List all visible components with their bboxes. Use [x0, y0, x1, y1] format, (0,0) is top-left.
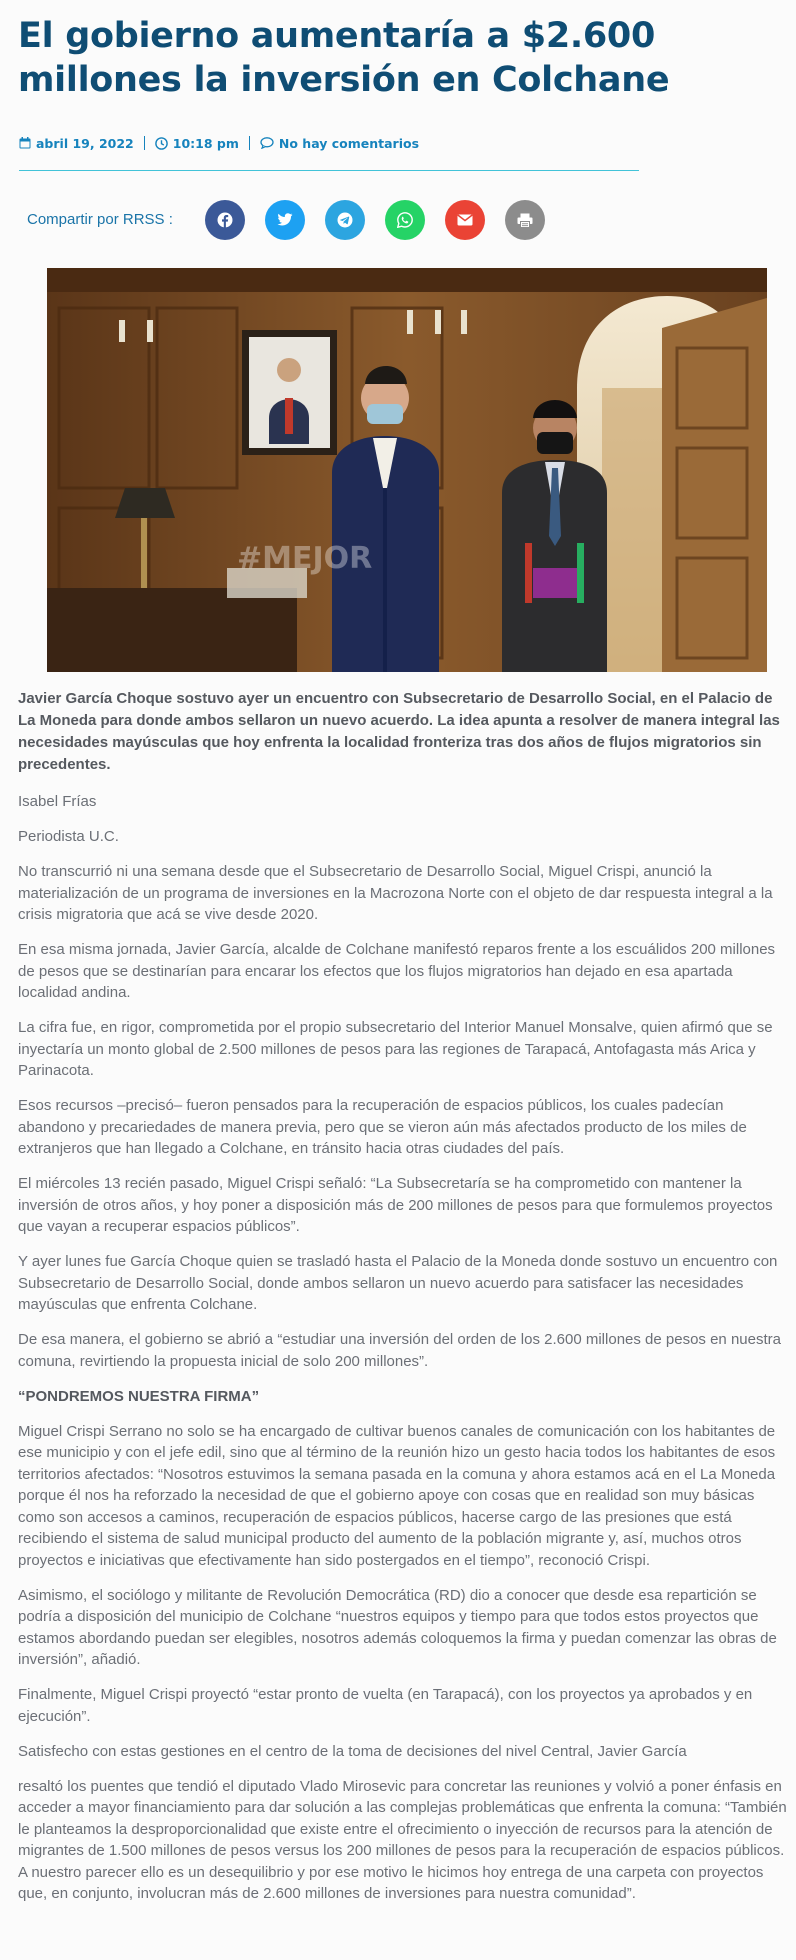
meta-separator — [249, 136, 250, 150]
facebook-icon — [217, 212, 233, 228]
article-paragraph: resaltó los puentes que tendió el diputado Vlado Mirosevic para concretar las reuniones y volvió a poner énfasis en acceder a mayor financiamiento para dar solución a las complejas problemáticas que enfrenta la comuna: “También le planteamos la desproporcionalidad que existe entre el ofrecimiento o inyección de recursos para la atención de migrantes de 1.500 millones de pesos versus los 200 millones de pesos para la recuperación de espacios públicos. A nuestro parecer ello es un desequilibrio y por ese motivo le hicimos hoy entrega de una carpeta con proyectos que, en conjunto, involucran más de 2.600 millones de inversiones para nuestra comunidad”. — [18, 1777, 787, 1902]
meta-separator — [144, 136, 145, 150]
share-telegram-button[interactable] — [325, 200, 365, 240]
article-paragraph: No transcurrió ni una semana desde que el Subsecretario de Desarrollo Social, Miguel Crispi, anunció la materialización de un programa de inversiones en la Macrozona Norte con el objeto de dar respuesta integral a la crisis migratoria que acá se vive desde 2020. — [18, 863, 773, 923]
article-paragraph: Asimismo, el sociólogo y militante de Revolución Democrática (RD) dio a conocer que desde esa repartición se podría a disposición del municipio de Colchane “nuestros equipos y tiempo para que todos estos proyectos que estamos abordando puedan ser elegibles, nosotros además coloquemos la firma y puedan comenzar las obras de inversión”, añadió. — [18, 1586, 777, 1668]
twitter-icon — [277, 213, 293, 227]
share-twitter-button[interactable] — [265, 200, 305, 240]
post-date-text: abril 19, 2022 — [36, 135, 134, 151]
post-time — [155, 136, 239, 151]
print-icon — [517, 213, 533, 228]
clock-icon — [155, 137, 168, 150]
article-paragraph: Satisfecho con estas gestiones en el centro de la toma de decisiones del nivel Central, Javier García — [18, 1742, 687, 1760]
article-paragraph: Miguel Crispi Serrano no solo se ha encargado de cultivar buenos canales de comunicación con los habitantes de ese municipio y con el jefe edil, sino que al término de la reunión hizo un gesto hacia todos los habitantes de esos territorios afectados: “Nosotros estuvimos la semana pasada en la comuna y ahora estamos acá en el La Moneda porque él nos ha reforzado la necesidad de que el gobierno apoye con cosas que en realidad son muy básicas como son accesos a caminos, recuperación de espacios públicos, hacerse cargo de las presiones que está recibiendo el sistema de salud municipal producto del aumento de la población migrante y, así, muchos otros proyectos e iniciativas que efectivamente han sido postergados en el tiempo”, reconoció Crispi. — [18, 1422, 776, 1569]
meeting-photo-illustration — [47, 268, 767, 672]
article-paragraph: Esos recursos –precisó– fueron pensados para la recuperación de espacios públicos, los cuales padecían abandono y precariedades de manera previa, pero que se vieron aún más afectados producto de los miles de extranjeros que han llegado a Colchane, en tránsito hacia otras ciudades del país. — [18, 1097, 747, 1157]
share-email-button[interactable] — [445, 200, 485, 240]
article-photo — [47, 268, 767, 672]
envelope-icon — [457, 214, 473, 226]
share-facebook-button[interactable] — [205, 200, 245, 240]
article-paragraph: La cifra fue, en rigor, comprometida por el propio subsecretario del Interior Manuel Monsalve, quien afirmó que se inyectaría un monto global de 2.500 millones de pesos para las regiones de Tarapacá, Antofagasta más Arica y Parinacota. — [18, 1019, 773, 1079]
article-lead: Javier García Choque sostuvo ayer un encuentro con Subsecretario de Desarrollo Social, en el Palacio de La Moneda para donde ambos sellaron un nuevo acuerdo. La idea apunta a resolver de manera integral las necesidades mayúsculas que hoy enfrenta la localidad fronteriza tras dos años de flujos migratorios sin precedentes. — [18, 690, 780, 773]
share-whatsapp-button[interactable] — [385, 200, 425, 240]
article-paragraph: De esa manera, el gobierno se abrió a “estudiar una inversión del orden de los 2.600 millones de pesos en nuestra comuna, revirtiendo la propuesta inicial de solo 200 millones”. — [18, 1331, 781, 1370]
calendar-icon — [19, 137, 31, 149]
svg-text:#MEJOR: #MEJOR — [237, 541, 373, 576]
share-print-button[interactable] — [505, 200, 545, 240]
article-body — [18, 688, 791, 1918]
whatsapp-icon — [397, 212, 413, 228]
article-author-role: Periodista U.C. — [18, 828, 119, 845]
post-comments-text: No hay comentarios — [278, 135, 420, 151]
article-author: Isabel Frías — [18, 793, 97, 810]
article-title: El gobierno aumentaría a $2.600 millones la inversión en Colchane — [18, 16, 670, 100]
share-label: Compartir por RRSS : — [27, 211, 173, 228]
post-time-text: 10:18 pm — [172, 135, 239, 151]
article-paragraph: Y ayer lunes fue García Choque quien se trasladó hasta el Palacio de la Moneda donde sostuvo un encuentro con Subsecretario de Desarrollo Social, donde ambos sellaron un nuevo acuerdo para satisfacer las necesidades mayúsculas que enfrenta Colchane. — [18, 1253, 778, 1313]
post-comments[interactable] — [260, 136, 419, 151]
title-divider — [19, 170, 639, 171]
post-meta — [19, 133, 419, 153]
comment-icon — [260, 137, 274, 149]
article-subhead: “PONDREMOS NUESTRA FIRMA” — [18, 1387, 260, 1405]
post-date[interactable] — [19, 136, 134, 151]
share-buttons — [205, 200, 545, 240]
telegram-icon — [337, 212, 353, 228]
article-paragraph: El miércoles 13 recién pasado, Miguel Crispi señaló: “La Subsecretaría se ha comprometido con mantener la inversión de otros años, y hoy poner a disposición más de 200 millones de pesos para que formulemos proyectos que vayan a recuperar espacios públicos”. — [18, 1175, 773, 1235]
article-paragraph: Finalmente, Miguel Crispi proyectó “estar pronto de vuelta (en Tarapacá), con los proyectos ya aprobados y en ejecución”. — [18, 1686, 753, 1725]
article-paragraph: En esa misma jornada, Javier García, alcalde de Colchane manifestó reparos frente a los escuálidos 200 millones de pesos que se destinarían para encarar los efectos que los flujos migratorios han dejado en esa apartada localidad andina. — [18, 941, 776, 1001]
